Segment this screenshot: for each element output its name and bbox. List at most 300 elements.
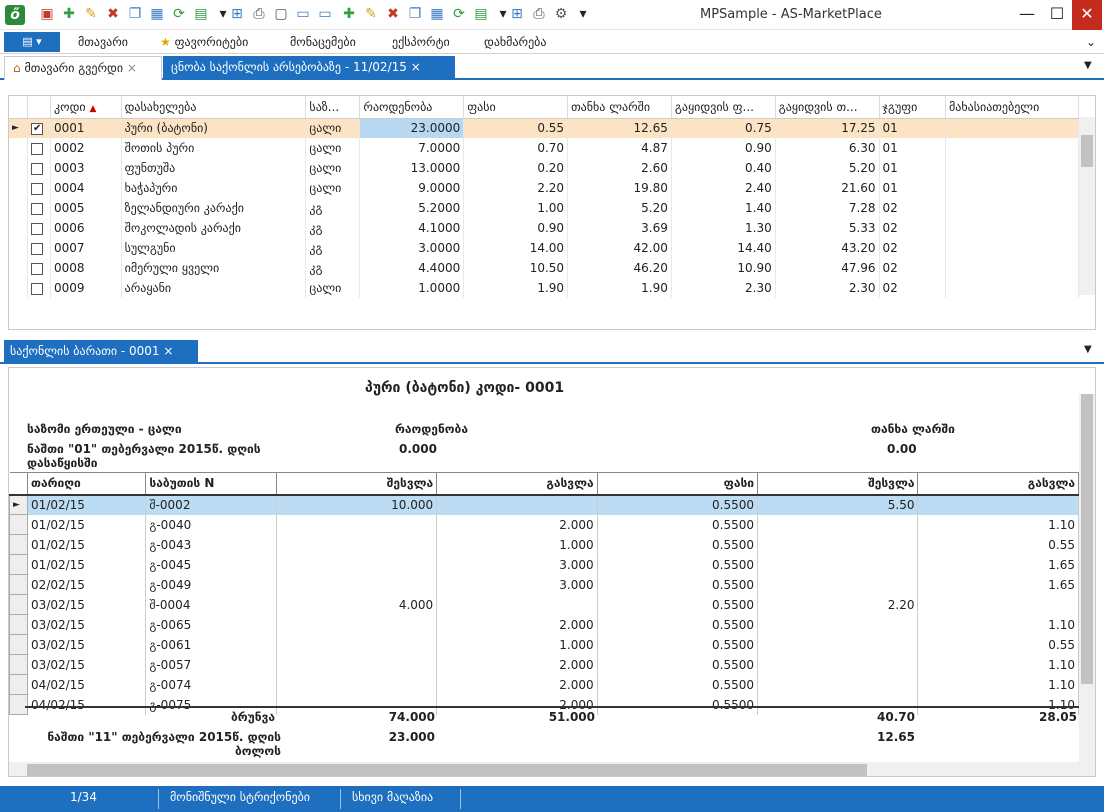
card-cell: 0.5500 — [597, 515, 757, 535]
row-indicator: ► — [10, 495, 28, 515]
col-doc[interactable]: საბუთის N — [146, 473, 276, 495]
table-cell: 02 — [879, 278, 945, 298]
row-indicator — [9, 178, 28, 198]
table-cell: 43.20 — [775, 238, 879, 258]
table-cell: 7.0000 — [360, 138, 464, 158]
col-in-qty[interactable]: შესვლა — [276, 473, 436, 495]
table-cell: ფუნთუშა — [121, 158, 306, 178]
card-cell — [758, 535, 918, 555]
card-cell — [437, 495, 597, 515]
table-cell: ცალი — [306, 118, 360, 138]
col-in-amount[interactable]: შესვლა — [758, 473, 918, 495]
table-cell — [946, 218, 1079, 238]
table-cell: 2.30 — [671, 278, 775, 298]
row-indicator — [10, 695, 28, 715]
table-cell: 2.60 — [568, 158, 672, 178]
table-cell: 02 — [879, 218, 945, 238]
table-cell: კგ — [306, 198, 360, 218]
card-tabs — [0, 338, 1104, 364]
row-indicator — [9, 278, 28, 298]
card-cell: 0.5500 — [597, 495, 757, 515]
table-cell: 1.40 — [671, 198, 775, 218]
card-corner — [10, 473, 28, 495]
table-cell: 47.96 — [775, 258, 879, 278]
card-cell: 3.000 — [437, 575, 597, 595]
card-cell: გ-0049 — [146, 575, 276, 595]
card-cell: 4.000 — [276, 595, 436, 615]
tab-report-label: ცნობა საქონლის არსებობაზე - 11/02/15 — [171, 60, 407, 74]
card-row[interactable] — [10, 515, 1079, 535]
table-cell: 23.0000 — [360, 118, 464, 138]
card-cell: 1.65 — [918, 555, 1079, 575]
closing-balance-label: ნაშთი "11" თებერვალი 2015წ. დღის ბოლოს — [47, 730, 281, 758]
card-cell: 0.5500 — [597, 575, 757, 595]
table-cell: 4.4000 — [360, 258, 464, 278]
card-cell — [758, 655, 918, 675]
window-title: MPSample - AS-MarketPlace — [700, 7, 882, 22]
table-cell — [946, 178, 1079, 198]
card-cell: 1.10 — [918, 615, 1079, 635]
card-cell — [918, 595, 1079, 615]
table-cell: 1.90 — [568, 278, 672, 298]
row-indicator — [9, 218, 28, 238]
table-cell: 1.0000 — [360, 278, 464, 298]
table-cell: 0.55 — [464, 118, 568, 138]
edit2-icon[interactable]: ✎ — [365, 6, 377, 22]
tab-report-close-icon[interactable]: × — [410, 60, 421, 74]
opening-balance-label: ნაშთი "01" თებერვალი 2015წ. დღის დასაწყისში — [27, 442, 261, 470]
card-cell — [758, 675, 918, 695]
table-cell: 2.30 — [775, 278, 879, 298]
table-cell: 3.0000 — [360, 238, 464, 258]
card-hscroll-thumb[interactable] — [27, 764, 867, 776]
table-cell: 14.40 — [671, 238, 775, 258]
amount-label: თანხა ლარში — [871, 422, 955, 436]
dropdown-icon[interactable]: ▾ — [219, 6, 227, 22]
table-cell: 01 — [879, 138, 945, 158]
table-cell: 0008 — [51, 258, 122, 278]
table-row[interactable] — [9, 158, 1079, 178]
card-cell: 1.10 — [918, 695, 1079, 715]
card-cell: 02/02/15 — [28, 575, 146, 595]
card-tabs-menu-icon[interactable]: ▼ — [1084, 344, 1092, 355]
card-cell: 04/02/15 — [28, 695, 146, 715]
card-cell: შ-0002 — [146, 495, 276, 515]
app-logo-icon: ő — [5, 5, 25, 25]
table-cell: 0.90 — [671, 138, 775, 158]
row-checkbox[interactable] — [28, 198, 51, 218]
table-cell — [946, 198, 1079, 218]
grid-corner — [9, 96, 28, 118]
grid-scrollbar[interactable] — [1079, 117, 1095, 295]
row-checkbox[interactable] — [28, 278, 51, 298]
scrollbar-thumb[interactable] — [1081, 135, 1093, 167]
card-cell: გ-0045 — [146, 555, 276, 575]
table-cell: 02 — [879, 258, 945, 278]
table-cell: შოკოლადის კარაქი — [121, 218, 306, 238]
table-cell: 9.0000 — [360, 178, 464, 198]
table-cell: 01 — [879, 118, 945, 138]
card-cell: 0.55 — [918, 635, 1079, 655]
card-cell — [276, 635, 436, 655]
table-cell: 0003 — [51, 158, 122, 178]
status-divider — [460, 789, 461, 809]
table-row[interactable] — [9, 138, 1079, 158]
card-cell: 0.55 — [918, 535, 1079, 555]
table-cell: კგ — [306, 238, 360, 258]
card-cell: 01/02/15 — [28, 555, 146, 575]
card-cell — [758, 515, 918, 535]
col-code[interactable] — [51, 96, 122, 118]
table-row[interactable] — [9, 178, 1079, 198]
status-bar — [0, 786, 1104, 812]
document-icon[interactable]: ▢ — [274, 6, 288, 22]
tab-card[interactable] — [4, 340, 198, 364]
row-indicator — [10, 595, 28, 615]
table-cell: 02 — [879, 198, 945, 218]
table-cell: 10.50 — [464, 258, 568, 278]
table-cell: 5.33 — [775, 218, 879, 238]
table-cell: 0005 — [51, 198, 122, 218]
table-cell: 0007 — [51, 238, 122, 258]
card-cell: 0.5500 — [597, 675, 757, 695]
totals-divider — [25, 706, 1079, 708]
closing-qty: 23.000 — [388, 730, 435, 744]
col-group[interactable]: ჯგუფი — [879, 96, 945, 118]
status-divider — [340, 789, 341, 809]
card-cell: 1.10 — [918, 655, 1079, 675]
table-cell: 46.20 — [568, 258, 672, 278]
table-cell: ცალი — [306, 278, 360, 298]
table-cell: 01 — [879, 158, 945, 178]
card-cell: 1.10 — [918, 675, 1079, 695]
preview2-icon[interactable]: ⊞ — [511, 6, 523, 22]
refresh2-icon[interactable]: ⟳ — [453, 6, 465, 22]
dropdown2-icon[interactable]: ▾ — [499, 6, 507, 22]
row-indicator — [10, 615, 28, 635]
row-checkbox[interactable] — [28, 218, 51, 238]
table-cell: კგ — [306, 258, 360, 278]
table-cell: 0.20 — [464, 158, 568, 178]
copy2-icon[interactable]: ❐ — [408, 6, 422, 22]
card-row[interactable] — [10, 595, 1079, 615]
row-indicator — [9, 158, 28, 178]
print-icon[interactable]: ⎙ — [253, 6, 265, 22]
card-row[interactable] — [10, 615, 1079, 635]
delete-window-icon[interactable]: ▣ — [40, 6, 54, 22]
row-indicator — [10, 515, 28, 535]
row-checkbox[interactable]: ✔ — [28, 118, 51, 138]
card-cell: 01/02/15 — [28, 535, 146, 555]
row-indicator — [10, 655, 28, 675]
col-price[interactable]: ფასი — [464, 96, 568, 118]
table-cell: 2.20 — [464, 178, 568, 198]
card-row[interactable] — [10, 495, 1079, 515]
card-row[interactable] — [10, 575, 1079, 595]
table-cell: 2.40 — [671, 178, 775, 198]
row-indicator — [10, 575, 28, 595]
card-cell: 03/02/15 — [28, 655, 146, 675]
status-divider — [158, 789, 159, 809]
item-card-report — [8, 367, 1096, 777]
table-cell: ცალი — [306, 178, 360, 198]
table-cell: 5.20 — [568, 198, 672, 218]
menu-item-help[interactable]: დახმარება — [484, 35, 547, 49]
menu-item-favorites-label: ფავორიტები — [174, 35, 249, 49]
row-indicator — [9, 238, 28, 258]
table-cell: კგ — [306, 218, 360, 238]
col-date[interactable]: თარიღი — [28, 473, 146, 495]
document-tabs — [0, 54, 1104, 80]
delete2-icon[interactable]: ✖ — [387, 6, 399, 22]
menu-item-home[interactable]: მთავარი — [78, 35, 128, 49]
tab-card-label: საქონლის ბარათი - 0001 — [10, 344, 160, 358]
card-cell: 1.10 — [918, 515, 1079, 535]
main-menu-button[interactable]: ▤ ▾ — [4, 32, 60, 52]
col-amount[interactable]: თანხა ლარში — [568, 96, 672, 118]
col-price[interactable]: ფასი — [597, 473, 757, 495]
table-cell: სულგუნი — [121, 238, 306, 258]
table-cell: 0.75 — [671, 118, 775, 138]
card-row[interactable] — [10, 675, 1079, 695]
col-out-amount[interactable]: გასვლა — [918, 473, 1079, 495]
menu-item-favorites[interactable] — [160, 35, 248, 49]
marked-rows[interactable]: მონიშნული სტრიქონები — [170, 790, 310, 804]
items-grid — [8, 95, 1096, 330]
col-out-qty[interactable]: გასვლა — [437, 473, 597, 495]
table-cell: არაყანი — [121, 278, 306, 298]
tab-card-close-icon[interactable]: × — [163, 344, 174, 358]
table-cell: ცალი — [306, 158, 360, 178]
card-cell — [758, 575, 918, 595]
title-bar — [0, 0, 1104, 30]
opening-qty: 0.000 — [399, 442, 437, 456]
card-cell — [758, 615, 918, 635]
table-cell: 0001 — [51, 118, 122, 138]
refresh-icon[interactable]: ⟳ — [173, 6, 185, 22]
table-cell: 6.30 — [775, 138, 879, 158]
card-cell — [276, 555, 436, 575]
row-indicator: ► — [9, 118, 28, 138]
table-row[interactable] — [9, 278, 1079, 298]
card-cell: 0.5500 — [597, 595, 757, 615]
table-cell — [946, 238, 1079, 258]
table-cell: 4.1000 — [360, 218, 464, 238]
card-cell: 2.000 — [437, 615, 597, 635]
home-icon: ⌂ — [13, 61, 21, 75]
add-icon[interactable]: ✚ — [63, 6, 75, 22]
card-cell — [758, 635, 918, 655]
table-row[interactable] — [9, 258, 1079, 278]
card-cell: 3.000 — [437, 555, 597, 575]
card-cell — [276, 615, 436, 635]
card-cell: გ-0075 — [146, 695, 276, 715]
turnover-label: ბრუნვა — [231, 710, 275, 724]
table-cell: 01 — [879, 178, 945, 198]
form2-icon[interactable]: ▭ — [318, 6, 332, 22]
maximize-icon[interactable]: ☐ — [1049, 4, 1065, 23]
add2-icon[interactable]: ✚ — [343, 6, 355, 22]
card-cell: 2.000 — [437, 675, 597, 695]
table-cell — [946, 258, 1079, 278]
card-cell: გ-0065 — [146, 615, 276, 635]
col-name[interactable]: დასახელება — [121, 96, 306, 118]
print2-icon[interactable]: ⎙ — [533, 6, 545, 22]
row-indicator — [10, 555, 28, 575]
more-icon[interactable]: ▾ — [579, 6, 587, 22]
tab-home[interactable] — [4, 56, 162, 80]
turnover-in: 74.000 — [388, 710, 435, 724]
col-unit[interactable]: საზ... — [306, 96, 360, 118]
star-icon: ★ — [160, 35, 171, 49]
delete-icon[interactable]: ✖ — [107, 6, 119, 22]
tabs-menu-icon[interactable]: ▼ — [1084, 60, 1092, 71]
table-cell: 21.60 — [775, 178, 879, 198]
card-row[interactable] — [10, 555, 1079, 575]
table-cell: 3.69 — [568, 218, 672, 238]
table-row[interactable] — [9, 118, 1079, 138]
turnover-amount-out: 28.05 — [1039, 710, 1077, 724]
table-cell — [946, 278, 1079, 298]
table-cell: 17.25 — [775, 118, 879, 138]
table-cell: შოთის პური — [121, 138, 306, 158]
tab-close-icon[interactable]: × — [126, 61, 137, 75]
table-cell: 1.90 — [464, 278, 568, 298]
preview-icon[interactable]: ⊞ — [231, 6, 243, 22]
excel-icon[interactable]: ▦ — [150, 6, 164, 22]
menu-bar — [0, 30, 1104, 54]
sort-asc-icon: ▲ — [89, 103, 97, 114]
table-cell — [946, 138, 1079, 158]
card-cell: 5.50 — [758, 495, 918, 515]
table-row[interactable] — [9, 218, 1079, 238]
card-cell — [276, 675, 436, 695]
col-sale-amount[interactable]: გაყიდვის თ... — [775, 96, 879, 118]
card-cell: 0.5500 — [597, 555, 757, 575]
card-cell: გ-0040 — [146, 515, 276, 535]
qty-label: რაოდენობა — [395, 422, 468, 436]
menu-item-export[interactable]: ექსპორტი — [392, 35, 450, 49]
row-indicator — [10, 635, 28, 655]
table-cell: 7.28 — [775, 198, 879, 218]
card-cell: 04/02/15 — [28, 675, 146, 695]
card-vscroll[interactable] — [1079, 394, 1095, 777]
card-cell: გ-0061 — [146, 635, 276, 655]
card-cell — [276, 655, 436, 675]
table-cell: 5.2000 — [360, 198, 464, 218]
turnover-amount-in: 40.70 — [877, 710, 915, 724]
table-row[interactable] — [9, 198, 1079, 218]
menu-item-data[interactable]: მონაცემები — [290, 35, 356, 49]
card-cell: 2.000 — [437, 515, 597, 535]
table-cell: 0.90 — [464, 218, 568, 238]
card-cell: 1.000 — [437, 535, 597, 555]
row-checkbox[interactable] — [28, 138, 51, 158]
row-checkbox[interactable] — [28, 258, 51, 278]
closing-amount: 12.65 — [877, 730, 915, 744]
edit-icon[interactable]: ✎ — [85, 6, 97, 22]
card-cell: 1.65 — [918, 575, 1079, 595]
card-cell: 03/02/15 — [28, 595, 146, 615]
export-icon[interactable]: ▤ — [194, 6, 208, 22]
card-cell: 0.5500 — [597, 655, 757, 675]
collapse-icon[interactable]: ⌄ — [1086, 35, 1097, 49]
table-cell: ხაჭაპური — [121, 178, 306, 198]
copy-icon[interactable]: ❐ — [128, 6, 142, 22]
row-indicator — [9, 198, 28, 218]
table-cell: 13.0000 — [360, 158, 464, 178]
table-cell: 12.65 — [568, 118, 672, 138]
tab-report[interactable] — [163, 56, 455, 80]
card-vscroll-thumb[interactable] — [1081, 394, 1093, 684]
table-cell — [946, 118, 1079, 138]
turnover-out: 51.000 — [548, 710, 595, 724]
table-cell: 19.80 — [568, 178, 672, 198]
row-indicator — [9, 258, 28, 278]
card-cell: 0.5500 — [597, 615, 757, 635]
card-cell: 0.5500 — [597, 535, 757, 555]
card-cell: 03/02/15 — [28, 635, 146, 655]
table-cell: 0.70 — [464, 138, 568, 158]
store-name[interactable]: სხივი მაღაზია — [352, 790, 434, 804]
settings-icon[interactable]: ⚙ — [554, 6, 568, 22]
card-cell — [758, 555, 918, 575]
table-cell: 4.87 — [568, 138, 672, 158]
table-row[interactable] — [9, 238, 1079, 258]
card-cell — [276, 535, 436, 555]
col-attribute[interactable]: მახასიათებელი — [946, 96, 1079, 118]
close-icon[interactable]: ✕ — [1072, 0, 1102, 30]
table-cell: 0002 — [51, 138, 122, 158]
card-row[interactable] — [10, 655, 1079, 675]
card-row[interactable] — [10, 535, 1079, 555]
row-checkbox[interactable] — [28, 238, 51, 258]
table-cell: 10.90 — [671, 258, 775, 278]
card-cell: 01/02/15 — [28, 515, 146, 535]
card-cell: შ-0004 — [146, 595, 276, 615]
table-cell: 0009 — [51, 278, 122, 298]
col-sale-price[interactable]: გაყიდვის ფ... — [671, 96, 775, 118]
row-checkbox[interactable] — [28, 178, 51, 198]
row-indicator — [10, 535, 28, 555]
card-cell — [437, 595, 597, 615]
table-cell: 0004 — [51, 178, 122, 198]
col-code-label: კოდი — [54, 99, 86, 114]
col-qty[interactable]: რაოდენობა — [360, 96, 464, 118]
card-hscroll[interactable] — [9, 762, 1079, 777]
card-cell: 1.000 — [437, 635, 597, 655]
card-cell: 2.20 — [758, 595, 918, 615]
export2-icon[interactable]: ▤ — [474, 6, 488, 22]
table-cell: ზელანდიური კარაქი — [121, 198, 306, 218]
card-cell: 03/02/15 — [28, 615, 146, 635]
card-row[interactable] — [10, 635, 1079, 655]
row-checkbox[interactable] — [28, 158, 51, 178]
grid-check-header[interactable] — [28, 96, 51, 118]
table-cell: 1.30 — [671, 218, 775, 238]
table-cell — [946, 158, 1079, 178]
minimize-icon[interactable]: — — [1019, 4, 1035, 23]
table-cell: 0.40 — [671, 158, 775, 178]
table-cell: 14.00 — [464, 238, 568, 258]
table-cell: იმერული ყველი — [121, 258, 306, 278]
table-cell: ცალი — [306, 138, 360, 158]
form-icon[interactable]: ▭ — [296, 6, 310, 22]
table-cell: 42.00 — [568, 238, 672, 258]
table-cell: 1.00 — [464, 198, 568, 218]
excel2-icon[interactable]: ▦ — [430, 6, 444, 22]
card-cell: 2.000 — [437, 655, 597, 675]
